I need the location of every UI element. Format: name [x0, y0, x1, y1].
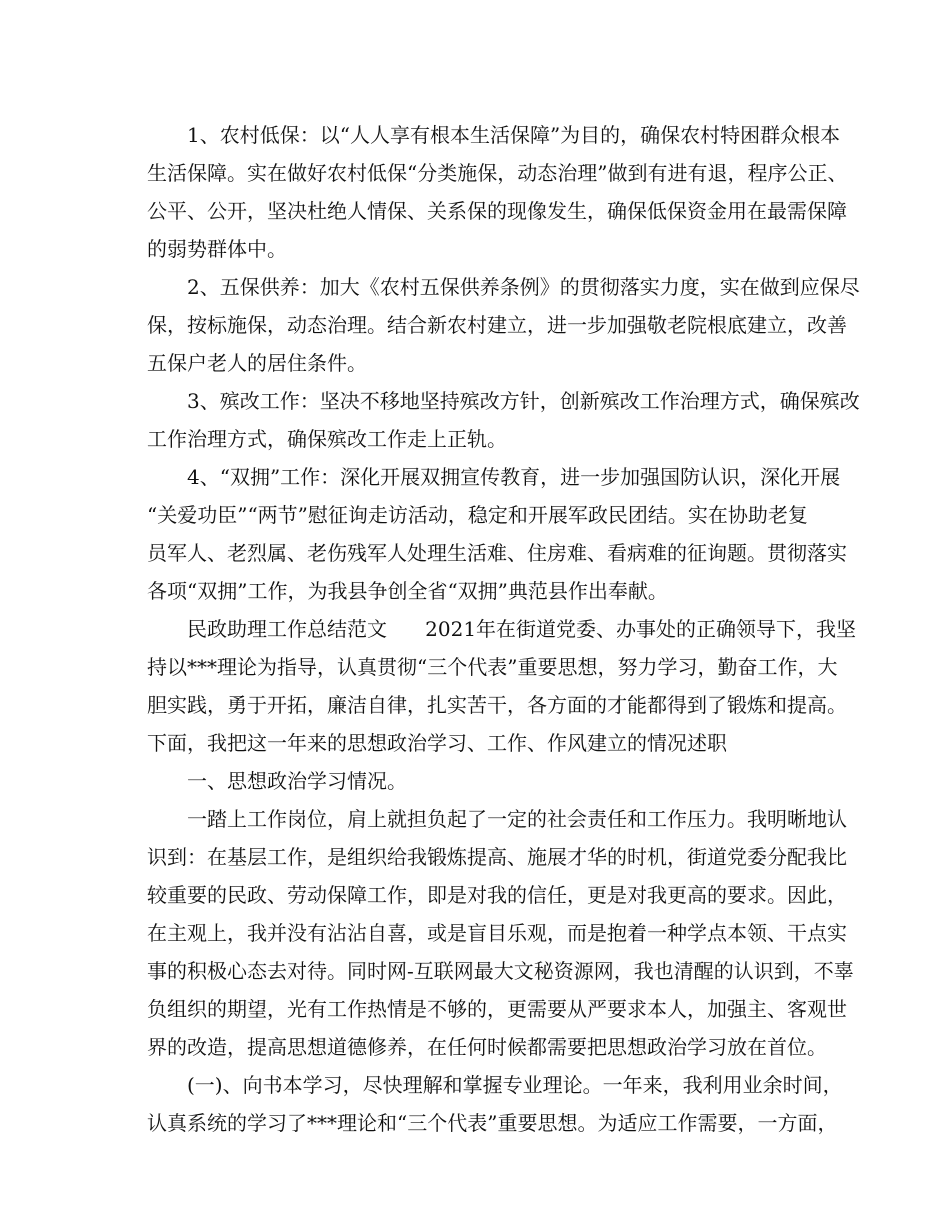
text-line: 的弱势群体中。 — [147, 237, 287, 261]
text-line: 民政助理工作总结范文 2021年在街道党委、办事处的正确领导下，我坚 — [187, 617, 857, 641]
text-line: 公平、公开，坚决杜绝人情保、关系保的现像发生，确保低保资金用在最需保障 — [147, 199, 847, 223]
text-line: 各项“双拥”工作，为我县争创全省“双拥”典范县作出奉献。 — [147, 579, 668, 603]
text-line: 下面，我把这一年来的思想政治学习、工作、作风建立的情况述职 — [147, 731, 727, 755]
text-line: 胆实践，勇于开拓，廉洁自律，扎实苦干，各方面的才能都得到了锻炼和提高。 — [147, 693, 847, 717]
section-heading: 一、思想政治学习情况。 — [187, 769, 407, 793]
text-line: 较重要的民政、劳动保障工作，即是对我的信任，更是对我更高的要求。因此， — [147, 883, 847, 907]
text-line: 五保户老人的居住条件。 — [147, 351, 367, 375]
text-line: 持以***理论为指导，认真贯彻“三个代表”重要思想，努力学习，勤奋工作，大 — [147, 655, 838, 679]
text-line: 1、农村低保：以“人人享有根本生活保障”为目的，确保农村特困群众根本 — [187, 123, 841, 147]
text-line: (一)、向书本学习，尽快理解和掌握专业理论。一年来，我利用业余时间， — [187, 1073, 843, 1097]
text-line: 工作治理方式，确保殡改工作走上正轨。 — [147, 427, 507, 451]
text-line: 保，按标施保，动态治理。结合新农村建立，进一步加强敬老院根底建立，改善 — [147, 313, 847, 337]
text-line: 2、五保供养：加大《农村五保供养条例》的贯彻落实力度，实在做到应保尽 — [187, 275, 860, 299]
text-line: “关爱功臣”“两节”慰征询走访活动，稳定和开展军政民团结。实在协助老复 — [147, 503, 808, 527]
text-line: 界的改造，提高思想道德修养，在任何时候都需要把思想政治学习放在首位。 — [147, 1035, 827, 1059]
text-line: 员军人、老烈属、老伤残军人处理生活难、住房难、看病难的征询题。贯彻落实 — [147, 541, 847, 565]
text-line: 认真系统的学习了***理论和“三个代表”重要思想。为适应工作需要，一方面， — [147, 1111, 838, 1135]
text-line: 生活保障。实在做好农村低保“分类施保，动态治理”做到有进有退，程序公正、 — [147, 161, 848, 185]
text-line: 负组织的期望，光有工作热情是不够的，更需要从严要求本人，加强主、客观世 — [147, 997, 847, 1021]
text-line: 3、殡改工作：坚决不移地坚持殡改方针，创新殡改工作治理方式，确保殡改 — [187, 389, 860, 413]
text-line: 在主观上，我并没有沾沾自喜，或是盲目乐观，而是抱着一种学点本领、干点实 — [147, 921, 847, 945]
text-line: 识到：在基层工作，是组织给我锻炼提高、施展才华的时机，街道党委分配我比 — [147, 845, 847, 869]
text-line: 一踏上工作岗位，肩上就担负起了一定的社会责任和工作压力。我明晰地认 — [187, 807, 847, 831]
text-line: 事的积极心态去对待。同时网-互联网最大文秘资源网，我也清醒的认识到，不辜 — [147, 959, 854, 983]
text-line: 4、“双拥”工作：深化开展双拥宣传教育，进一步加强国防认识，深化开展 — [187, 465, 841, 489]
